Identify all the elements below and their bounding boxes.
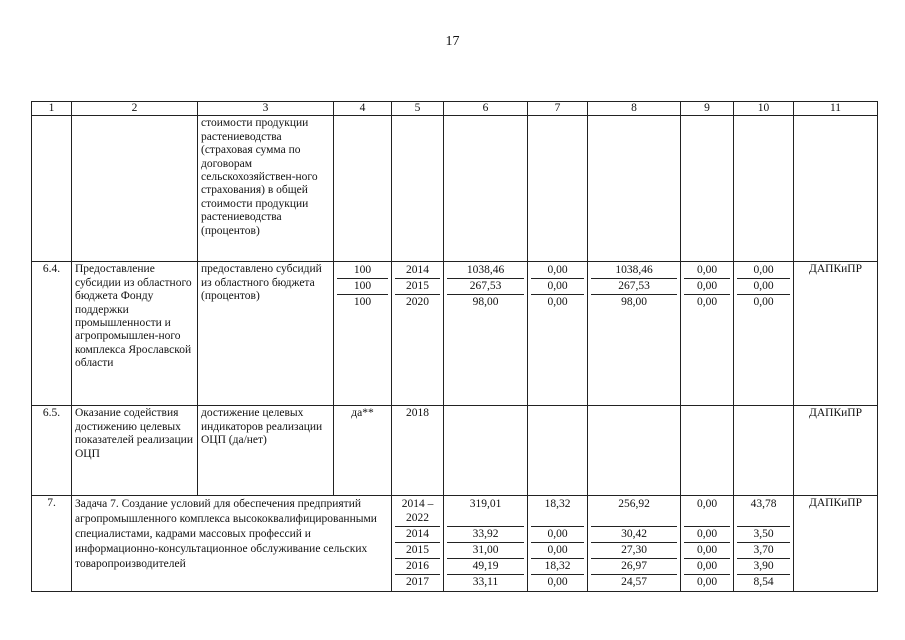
header-row (32, 102, 878, 116)
value-cell: 0,00 (684, 279, 730, 295)
header-cell: 5 (392, 102, 444, 116)
table-row (32, 116, 878, 262)
value-cell: да** (334, 406, 392, 496)
year-cell: 2014 (395, 263, 440, 279)
table-row (32, 262, 878, 406)
measure-name: Оказание содействия достижению целевых показателей реализации ОЦП (72, 406, 198, 496)
value-cell: 31,00 (447, 543, 524, 559)
value-cell: 33,11 (472, 575, 499, 588)
header-cell: 7 (528, 102, 588, 116)
value-cell: 100 (337, 263, 388, 279)
value-cell: 0,00 (684, 543, 730, 559)
header-cell: 9 (681, 102, 734, 116)
value-cell: 8,54 (753, 575, 774, 588)
value-cell: 0,00 (531, 543, 584, 559)
value-cell: 0,00 (547, 296, 568, 308)
value-cell: 267,53 (447, 279, 524, 295)
value-cell: 24,57 (621, 575, 647, 588)
year-cell: 2015 (395, 279, 440, 295)
header-cell: 8 (588, 102, 681, 116)
value-cell: 0,00 (737, 263, 790, 279)
page-number: 17 (445, 34, 460, 49)
indicator-cell: предоставлено субсидий из областного бюджета (процентов) (198, 262, 334, 406)
header-cell: 4 (334, 102, 392, 116)
executor-cell: ДАПКиПР (794, 496, 878, 591)
value-cell: 18,32 (531, 559, 584, 575)
year-cell: 2014 (395, 527, 440, 543)
value-cell: 0,00 (684, 527, 730, 543)
value-cell: 26,97 (591, 559, 677, 575)
value-cell: 100 (353, 296, 372, 308)
header-cell: 3 (198, 102, 334, 116)
value-cell: 33,92 (447, 527, 524, 543)
value-cell: 0,00 (684, 497, 730, 527)
value-cell: 0,00 (547, 575, 568, 588)
program-table (31, 101, 878, 592)
year-cell: 2016 (395, 559, 440, 575)
value-cell: 98,00 (621, 296, 647, 308)
value-cell: 256,92 (591, 497, 677, 527)
value-cell: 1038,46 (591, 263, 677, 279)
header-cell: 11 (794, 102, 878, 116)
year-cell: 2020 (406, 296, 429, 308)
value-cell: 0,00 (753, 296, 774, 308)
table-row (32, 496, 878, 591)
indicator-cell: достижение целевых индикаторов реализации ОЦП (да/нет) (198, 406, 334, 496)
value-cell: 27,30 (591, 543, 677, 559)
header-cell: 10 (734, 102, 794, 116)
value-cell: 98,00 (472, 296, 499, 308)
value-cell: 0,00 (531, 279, 584, 295)
value-cell: 0,00 (737, 279, 790, 295)
executor-cell: ДАПКиПР (794, 406, 878, 496)
value-cell: 18,32 (531, 497, 584, 527)
table-row (32, 406, 878, 496)
value-cell: 0,00 (696, 575, 718, 588)
value-cell: 0,00 (696, 296, 718, 308)
row-number: 6.5. (32, 406, 72, 496)
measure-name: Предоставление субсидии из областного бюджета Фонду поддержки промышленности и агропромышлен-ного комплекса Ярославской области (72, 262, 198, 406)
value-cell: 43,78 (737, 497, 790, 527)
executor-cell: ДАПКиПР (794, 262, 878, 406)
value-cell: 3,70 (737, 543, 790, 559)
value-cell: 267,53 (591, 279, 677, 295)
row-number: 7. (32, 496, 72, 591)
value-cell: 3,50 (737, 527, 790, 543)
year-cell: 2014 – 2022 (395, 497, 440, 527)
value-cell: 100 (337, 279, 388, 295)
value-cell: 319,01 (447, 497, 524, 527)
header-cell: 6 (444, 102, 528, 116)
row-number: 6.4. (32, 262, 72, 406)
value-cell: 1038,46 (447, 263, 524, 279)
year-cell: 2018 (392, 406, 444, 496)
task-name: Задача 7. Создание условий для обеспечения предприятий агропромышленного комплекса высококвалифицированными специалистами, кадрами массовых профессий и информационно-консультационное обслуживание сельских товаропроизводителей (72, 496, 392, 591)
value-cell: 49,19 (447, 559, 524, 575)
value-cell: 0,00 (531, 527, 584, 543)
indicator-cell: стоимости продукции растениеводства (страховая сумма по договорам сельскохозяйствен-ного страхования) в общей стоимости продукции растениеводства (процентов) (198, 116, 334, 262)
value-cell: 0,00 (684, 559, 730, 575)
year-cell: 2017 (406, 575, 429, 588)
value-cell: 0,00 (531, 263, 584, 279)
value-cell: 30,42 (591, 527, 677, 543)
header-cell: 1 (32, 102, 72, 116)
year-cell: 2015 (395, 543, 440, 559)
value-cell: 0,00 (684, 263, 730, 279)
value-cell: 3,90 (737, 559, 790, 575)
header-cell: 2 (72, 102, 198, 116)
